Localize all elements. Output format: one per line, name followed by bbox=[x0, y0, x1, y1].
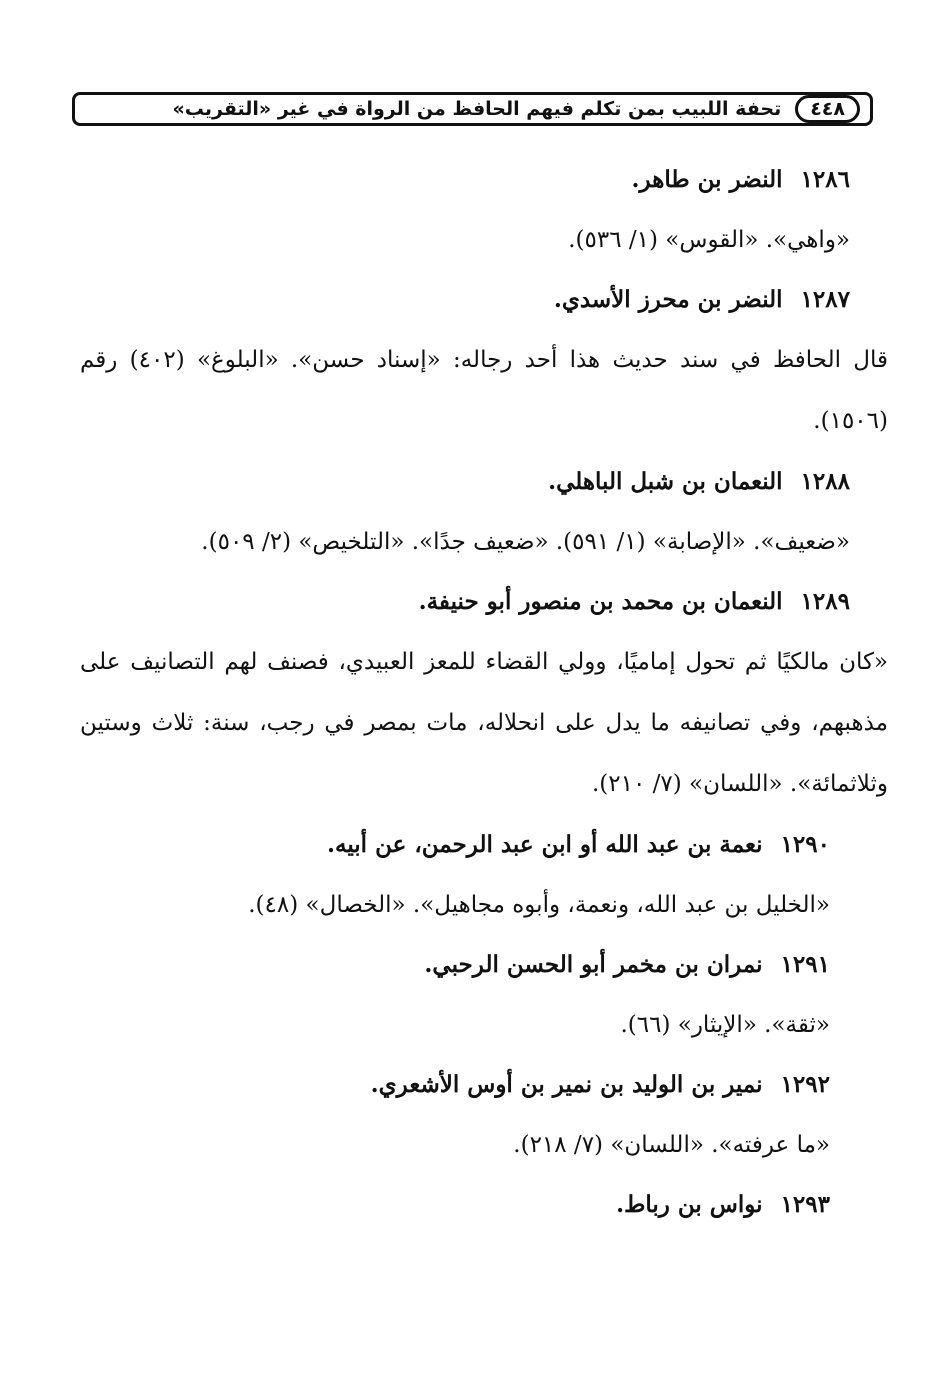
entry-heading bbox=[80, 270, 850, 330]
entry-note: «ما عرفته». «اللسان» (٧/ ٢١٨). bbox=[513, 1132, 830, 1158]
entry-number: ١٢٩١ bbox=[780, 951, 830, 978]
page-header bbox=[72, 92, 873, 126]
entry-note: «واهي». «القوس» (١/ ٥٣٦). bbox=[568, 227, 850, 253]
entry-number: ١٢٨٦ bbox=[800, 166, 850, 193]
entry-number: ١٢٨٨ bbox=[800, 468, 850, 495]
entry-note: «ثقة». «الإيثار» (٦٦). bbox=[620, 1012, 830, 1038]
entry-number: ١٢٨٩ bbox=[800, 588, 850, 615]
entry-name: النعمان بن شبل الباهلي. bbox=[548, 468, 783, 495]
entry-number: ١٢٨٧ bbox=[800, 286, 850, 313]
entry-note: «الخليل بن عبد الله، ونعمة، وأبوه مجاهيل». «الخصال» (٤٨). bbox=[248, 892, 830, 918]
entry-name: نواس بن رباط. bbox=[616, 1191, 763, 1218]
entry-heading bbox=[80, 935, 850, 995]
entry-number: ١٢٩٣ bbox=[780, 1191, 830, 1218]
entry-name: النضر بن محرز الأسدي. bbox=[553, 286, 783, 313]
running-title: تحفة اللبيب بمن تكلم فيهم الحافظ من الرواة في غير «التقريب» bbox=[172, 98, 782, 120]
entry-name: النضر بن طاهر. bbox=[631, 166, 783, 193]
entry-number: ١٢٩٠ bbox=[780, 831, 830, 858]
entry-name: نعمة بن عبد الله أو ابن عبد الرحمن، عن أبيه. bbox=[327, 831, 763, 858]
entry-heading bbox=[80, 815, 850, 875]
entry-heading bbox=[80, 572, 850, 632]
entry-name: نمران بن مخمر أبو الحسن الرحبي. bbox=[424, 951, 763, 978]
page-number: ٤٤٨ bbox=[795, 95, 860, 123]
entry-note: «كان مالكيًا ثم تحول إماميًا، وولي القضاء للمعز العبيدي، فصنف لهم التصانيف على مذهبهم، وفي تصانيفه ما يدل على انحلاله، مات بمصر في رجب، سنة: ثلاث وستين وثلاثمائة». «اللسان» (٧/ ٢١٠). bbox=[80, 649, 888, 797]
entry-note: قال الحافظ في سند حديث هذا أحد رجاله: «إسناد حسن». «البلوغ» (٤٠٢) رقم (١٥٠٦). bbox=[80, 347, 889, 434]
entry-name: النعمان بن محمد بن منصور أبو حنيفة. bbox=[418, 588, 783, 615]
entry-name: نمير بن الوليد بن نمير بن أوس الأشعري. bbox=[370, 1071, 763, 1098]
entry-number: ١٢٩٢ bbox=[780, 1071, 830, 1098]
entry-heading bbox=[80, 150, 850, 210]
entry-heading bbox=[80, 452, 850, 512]
entry-note: «ضعيف». «الإصابة» (١/ ٥٩١). «ضعيف جدًا». «التلخيص» (٢/ ٥٠٩). bbox=[201, 529, 850, 555]
entry-heading bbox=[80, 1175, 850, 1235]
page-body bbox=[80, 150, 889, 1235]
entry-heading bbox=[80, 1055, 850, 1115]
